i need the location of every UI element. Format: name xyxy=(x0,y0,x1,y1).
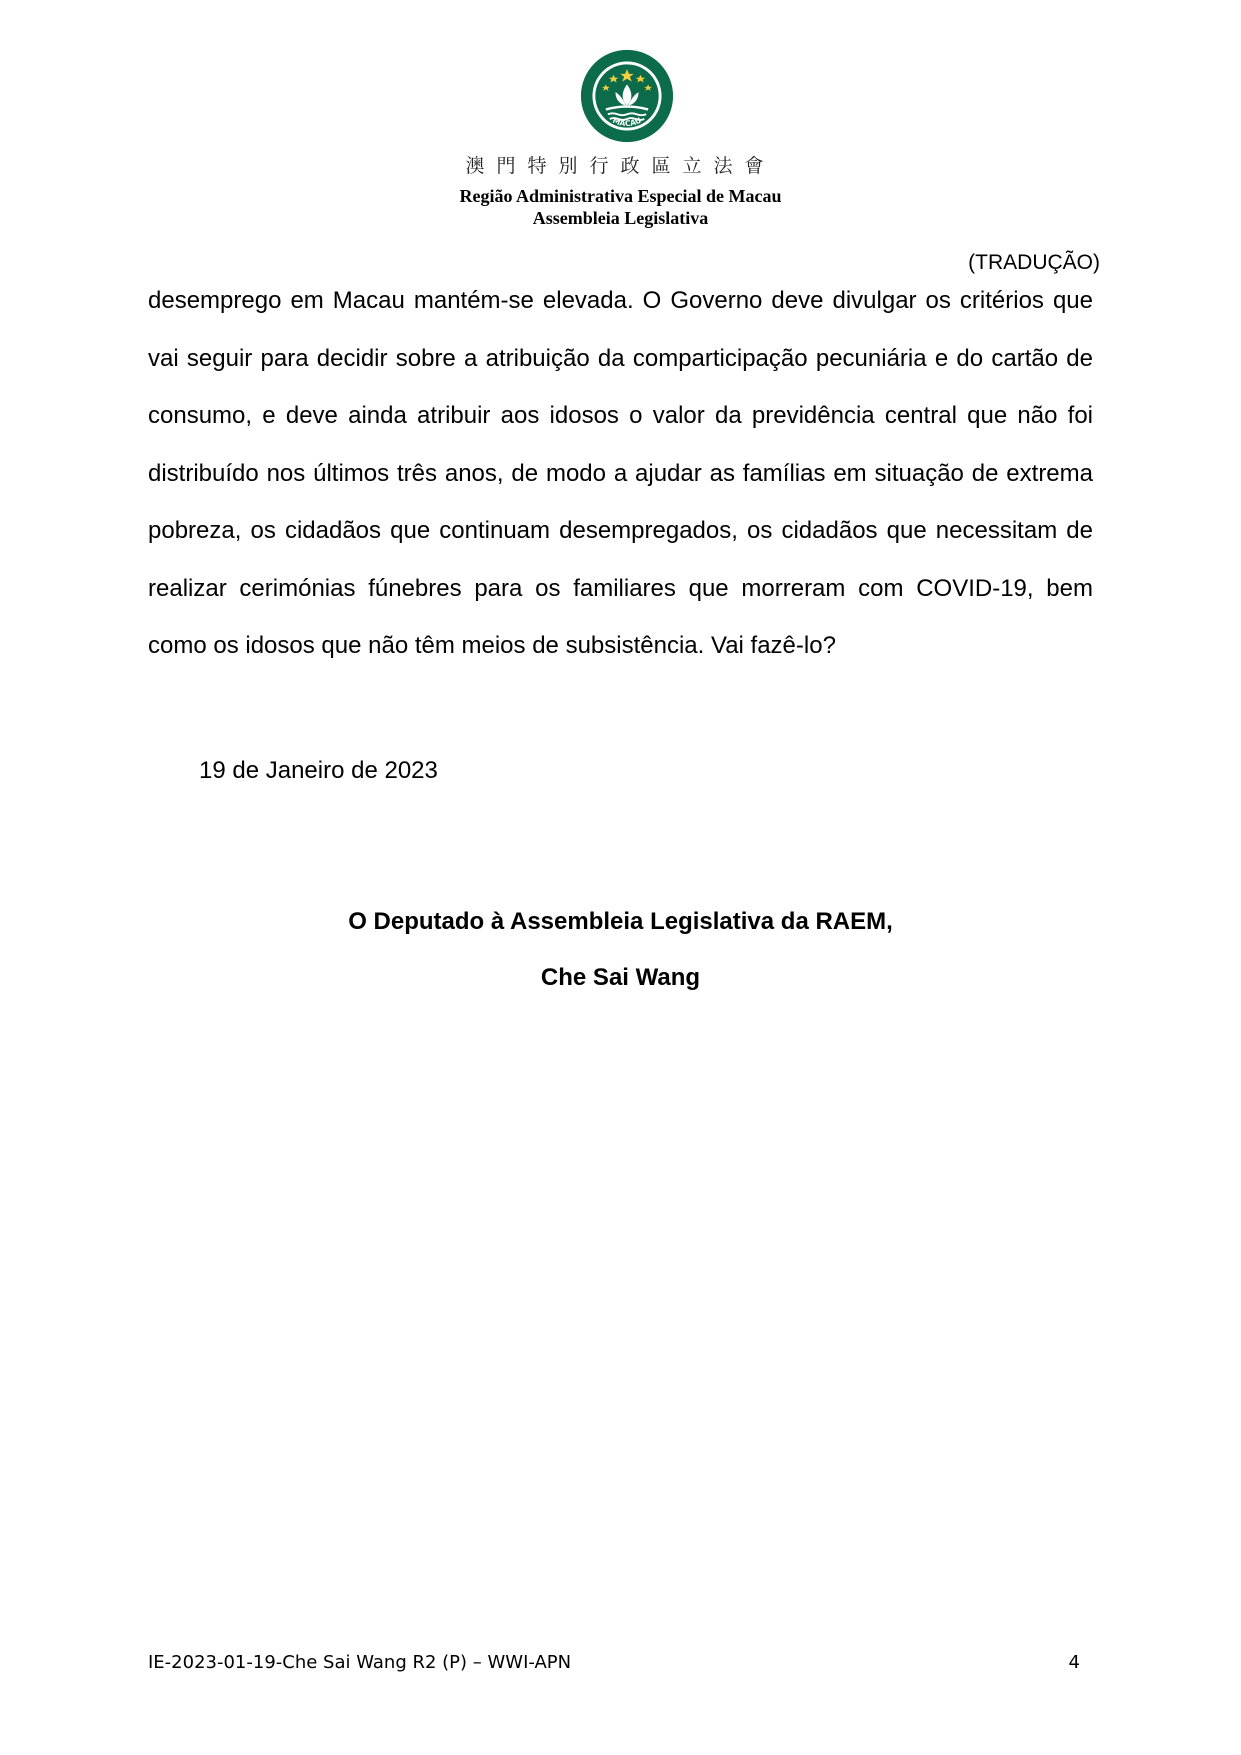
document-date: 19 de Janeiro de 2023 xyxy=(199,757,438,784)
body-paragraph: desemprego em Macau mantém-se elevada. O Governo deve divulgar os critérios que vai seguir para decidir sobre a atribuição da comparticipação pecuniária e do cartão de consumo, e deve ainda atribuir aos idosos o valor da previdência central que não foi distribuído nos últimos três anos, de modo a ajudar as famílias em situação de extrema pobreza, os cidadãos que continuam desempregados, os cidadãos que necessitam de realizar cerimónias fúnebres para os familiares que morreram com COVID-19, bem como os idosos que não têm meios de subsistência. Vai fazê-lo? xyxy=(148,287,1093,659)
signature-name: Che Sai Wang xyxy=(540,964,701,991)
macau-emblem-icon xyxy=(579,48,675,144)
header-title-assembly: Assembleia Legislativa xyxy=(532,208,709,228)
emblem-text: MACAU xyxy=(611,115,643,129)
page-number: 4 xyxy=(1068,1652,1080,1673)
translation-note: (TRADUÇÃO) xyxy=(968,251,1100,274)
header-title-region: Região Administrativa Especial de Macau xyxy=(459,186,782,206)
signature-title: O Deputado à Assembleia Legislativa da RAEM, xyxy=(348,908,893,935)
header-title-chinese: 澳門特別行政區立法會 xyxy=(465,155,776,177)
footer-reference: IE-2023-01-19-Che Sai Wang R2 (P) – WWI-APN xyxy=(148,1652,572,1673)
